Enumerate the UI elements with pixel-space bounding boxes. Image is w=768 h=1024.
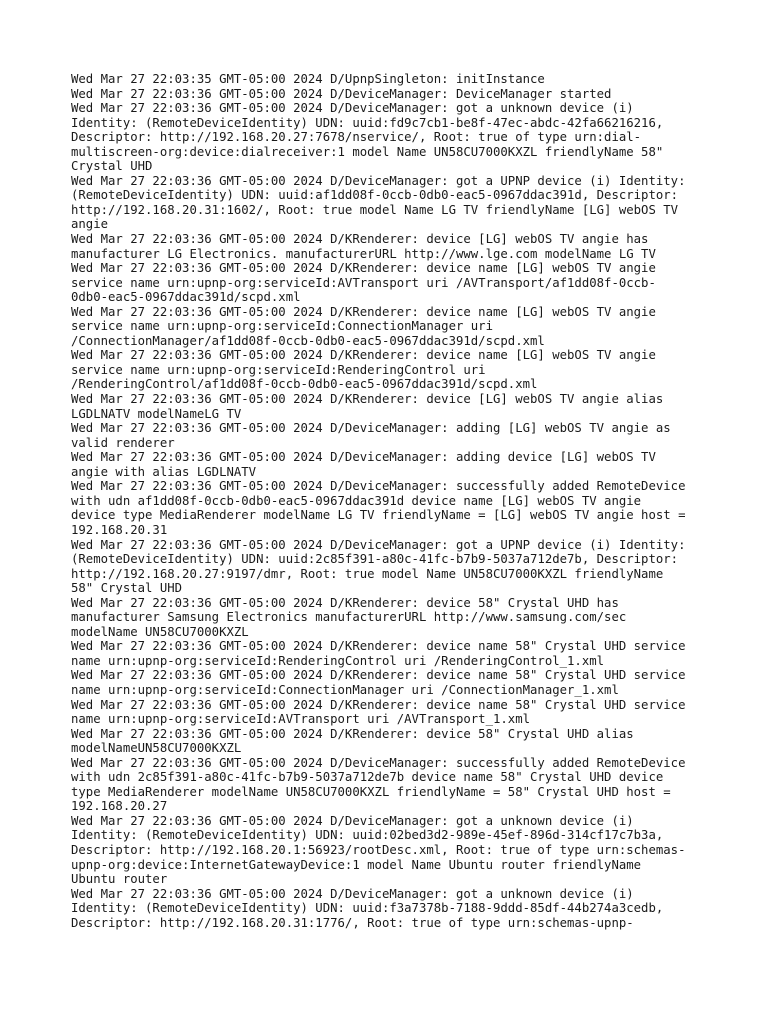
log-line: /ConnectionManager/af1dd08f-0ccb-0db0-eac5-0967ddac391d/scpd.xml <box>71 333 545 348</box>
log-line: Wed Mar 27 22:03:36 GMT-05:00 2024 D/DeviceManager: successfully added RemoteDevice <box>71 755 686 770</box>
log-line: service name urn:upnp-org:serviceId:ConnectionManager uri <box>71 319 493 334</box>
log-line: Wed Mar 27 22:03:36 GMT-05:00 2024 D/DeviceManager: successfully added RemoteDevice <box>71 479 686 494</box>
log-line: 58" Crystal UHD <box>71 581 183 596</box>
log-line: name urn:upnp-org:serviceId:AVTransport uri /AVTransport_1.xml <box>71 712 531 727</box>
log-line: with udn 2c85f391-a80c-41fc-b7b9-5037a712de7b device name 58" Crystal UHD device <box>71 770 664 785</box>
log-line: Wed Mar 27 22:03:36 GMT-05:00 2024 D/KRenderer: device name 58" Crystal UHD service <box>71 668 686 683</box>
log-line: Wed Mar 27 22:03:35 GMT-05:00 2024 D/UpnpSingleton: initInstance <box>71 72 545 86</box>
log-line: Descriptor: http://192.168.20.31:1776/, Root: true of type urn:schemas-upnp- <box>71 915 634 930</box>
log-line: Wed Mar 27 22:03:36 GMT-05:00 2024 D/DeviceManager: got a UPNP device (i) Identity: <box>71 537 686 552</box>
log-line: 192.168.20.31 <box>71 522 168 537</box>
log-line: service name urn:upnp-org:serviceId:AVTransport uri /AVTransport/af1dd08f-0ccb- <box>71 275 656 290</box>
log-line: Wed Mar 27 22:03:36 GMT-05:00 2024 D/DeviceManager: adding [LG] webOS TV angie as <box>71 421 671 436</box>
log-line: Wed Mar 27 22:03:36 GMT-05:00 2024 D/KRenderer: device [LG] webOS TV angie has <box>71 232 649 247</box>
log-line: valid renderer <box>71 435 175 450</box>
log-line: (RemoteDeviceIdentity) UDN: uuid:af1dd08f-0ccb-0db0-eac5-0967ddac391d, Descriptor: <box>71 188 679 203</box>
log-line: Wed Mar 27 22:03:36 GMT-05:00 2024 D/KRenderer: device name 58" Crystal UHD service <box>71 639 686 654</box>
log-line: /RenderingControl/af1dd08f-0ccb-0db0-eac5-0967ddac391d/scpd.xml <box>71 377 538 392</box>
log-line: Wed Mar 27 22:03:36 GMT-05:00 2024 D/KRenderer: device name [LG] webOS TV angie <box>71 304 656 319</box>
log-line: Wed Mar 27 22:03:36 GMT-05:00 2024 D/DeviceManager: got a unknown device (i) <box>71 101 634 116</box>
log-output <box>71 72 711 930</box>
log-line: multiscreen-org:device:dialreceiver:1 model Name UN58CU7000KXZL friendlyName 58" <box>71 144 664 159</box>
log-line: Ubuntu router <box>71 872 168 887</box>
log-line: type MediaRenderer modelName UN58CU7000KXZL friendlyName = 58" Crystal UHD host = <box>71 784 671 799</box>
log-line: modelNameUN58CU7000KXZL <box>71 741 242 756</box>
log-line: upnp-org:device:InternetGatewayDevice:1 model Name Ubuntu router friendlyName <box>71 857 642 872</box>
log-line: device type MediaRenderer modelName LG TV friendlyName = [LG] webOS TV angie host = <box>71 508 686 523</box>
log-line: http://192.168.20.31:1602/, Root: true model Name LG TV friendlyName [LG] webOS TV <box>71 202 679 217</box>
log-line: LGDLNATV modelNameLG TV <box>71 406 242 421</box>
log-line: Wed Mar 27 22:03:36 GMT-05:00 2024 D/DeviceManager: DeviceManager started <box>71 86 612 101</box>
log-line: Descriptor: http://192.168.20.1:56923/rootDesc.xml, Root: true of type urn:schemas- <box>71 842 686 857</box>
log-line: Wed Mar 27 22:03:36 GMT-05:00 2024 D/KRenderer: device name [LG] webOS TV angie <box>71 348 656 363</box>
log-line: Wed Mar 27 22:03:36 GMT-05:00 2024 D/KRenderer: device name [LG] webOS TV angie <box>71 261 656 276</box>
log-line: Identity: (RemoteDeviceIdentity) UDN: uuid:02bed3d2-989e-45ef-896d-314cf17c7b3a, <box>71 828 664 843</box>
log-line: angie <box>71 217 109 232</box>
log-line: Wed Mar 27 22:03:36 GMT-05:00 2024 D/KRenderer: device [LG] webOS TV angie alias <box>71 392 664 407</box>
log-line: modelName UN58CU7000KXZL <box>71 624 249 639</box>
log-line: Identity: (RemoteDeviceIdentity) UDN: uuid:f3a7378b-7188-9ddd-85df-44b274a3cedb, <box>71 901 664 916</box>
log-line: Crystal UHD <box>71 159 153 174</box>
log-line: Wed Mar 27 22:03:36 GMT-05:00 2024 D/KRenderer: device 58" Crystal UHD alias <box>71 726 634 741</box>
log-line: Wed Mar 27 22:03:36 GMT-05:00 2024 D/DeviceManager: got a unknown device (i) <box>71 813 634 828</box>
log-line: Wed Mar 27 22:03:36 GMT-05:00 2024 D/DeviceManager: adding device [LG] webOS TV <box>71 450 656 465</box>
log-line: Wed Mar 27 22:03:36 GMT-05:00 2024 D/DeviceManager: got a UPNP device (i) Identity: <box>71 173 686 188</box>
log-line: Wed Mar 27 22:03:36 GMT-05:00 2024 D/DeviceManager: got a unknown device (i) <box>71 886 634 901</box>
log-line: 0db0-eac5-0967ddac391d/scpd.xml <box>71 290 301 305</box>
log-line: http://192.168.20.27:9197/dmr, Root: true model Name UN58CU7000KXZL friendlyName <box>71 566 664 581</box>
log-line: service name urn:upnp-org:serviceId:RenderingControl uri <box>71 362 486 377</box>
log-line: name urn:upnp-org:serviceId:ConnectionManager uri /ConnectionManager_1.xml <box>71 682 619 697</box>
log-line: with udn af1dd08f-0ccb-0db0-eac5-0967ddac391d device name [LG] webOS TV angie <box>71 493 642 508</box>
log-line: Descriptor: http://192.168.20.27:7678/nservice/, Root: true of type urn:dial- <box>71 130 642 145</box>
log-line: Wed Mar 27 22:03:36 GMT-05:00 2024 D/KRenderer: device name 58" Crystal UHD service <box>71 697 686 712</box>
log-line: Wed Mar 27 22:03:36 GMT-05:00 2024 D/KRenderer: device 58" Crystal UHD has <box>71 595 619 610</box>
log-line: 192.168.20.27 <box>71 799 168 814</box>
log-line: name urn:upnp-org:serviceId:RenderingControl uri /RenderingControl_1.xml <box>71 653 605 668</box>
log-line: manufacturer LG Electronics. manufacturerURL http://www.lge.com modelName LG TV <box>71 246 656 261</box>
log-line: manufacturer Samsung Electronics manufacturerURL http://www.samsung.com/sec <box>71 610 627 625</box>
log-line: (RemoteDeviceIdentity) UDN: uuid:2c85f391-a80c-41fc-b7b9-5037a712de7b, Descriptor: <box>71 552 679 567</box>
log-line: angie with alias LGDLNATV <box>71 464 257 479</box>
log-line: Identity: (RemoteDeviceIdentity) UDN: uuid:fd9c7cb1-be8f-47ec-abdc-42fa66216216, <box>71 115 664 130</box>
